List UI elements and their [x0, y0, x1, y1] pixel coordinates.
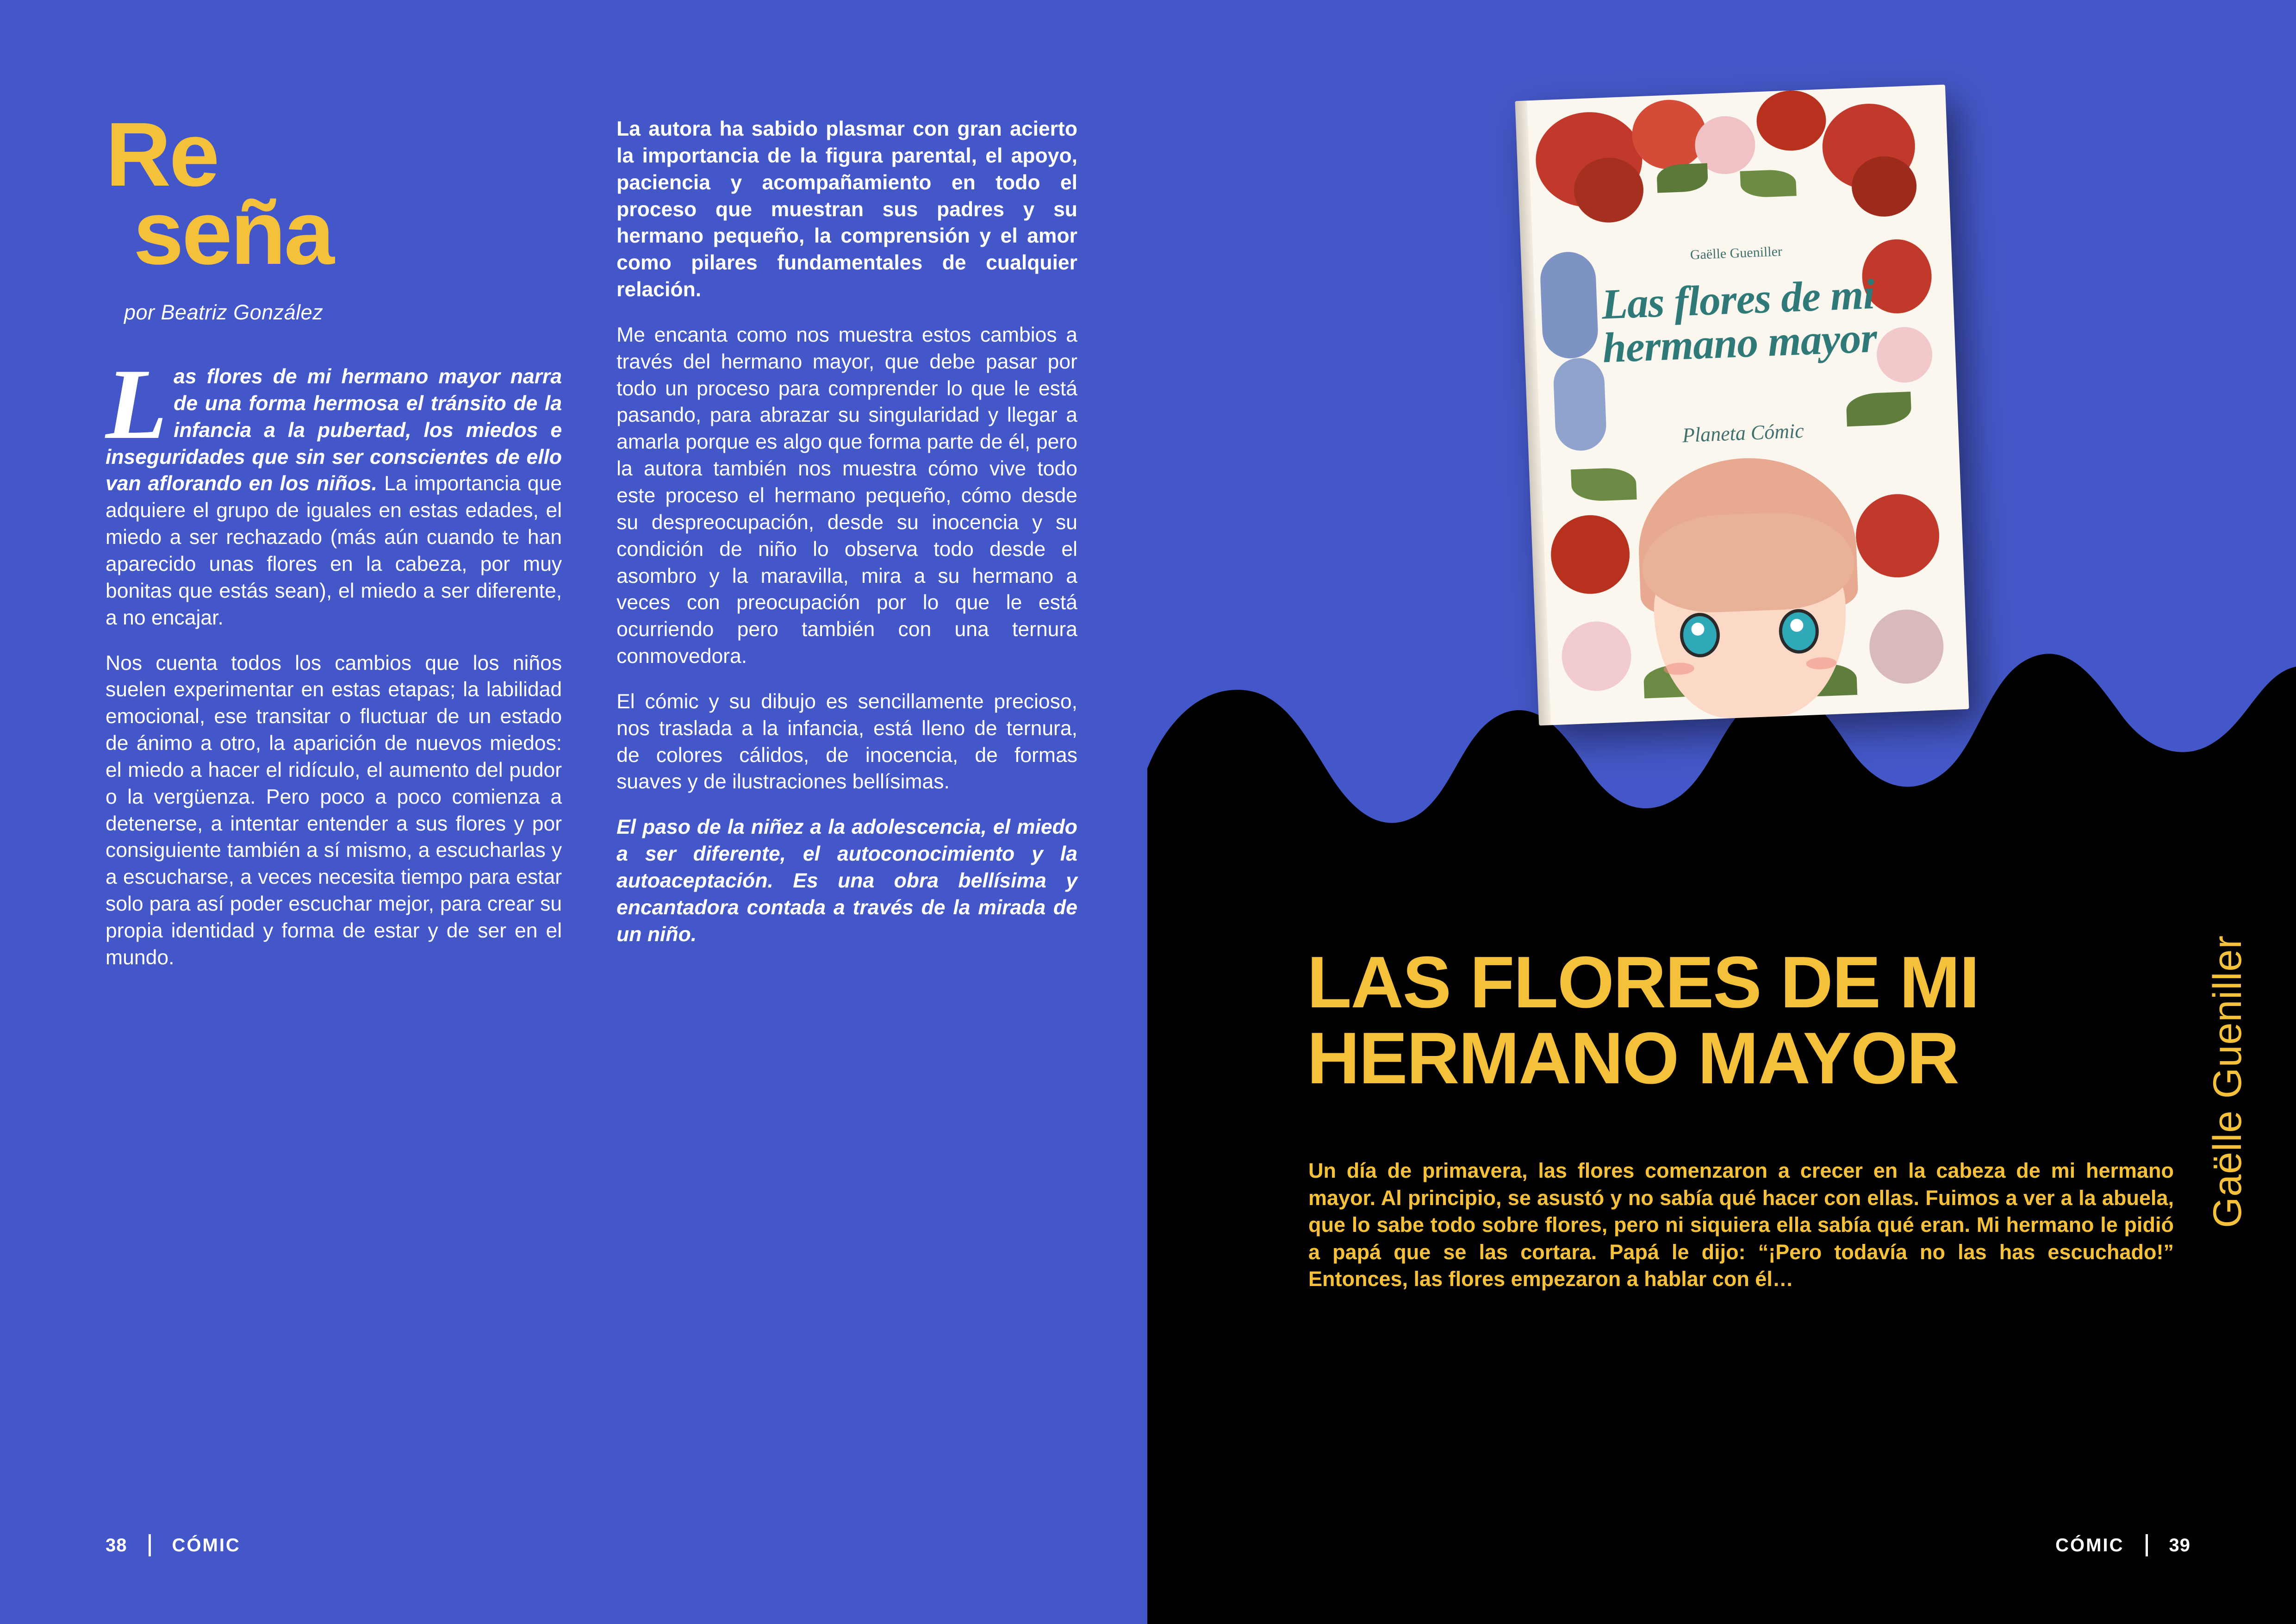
footer-divider	[2146, 1534, 2148, 1556]
footer-divider	[149, 1534, 151, 1556]
flower-icon	[1631, 99, 1708, 171]
paragraph-two: Nos cuenta todos los cambios que los niños suelen experimentar en estas etapas; la labilidad emocional, ese transitar o fluctuar de un estado de ánimo a otro, la aparición de nuevos miedos: el miedo a hacer el ridículo, el aumento del pudor o la vergüenza. Pero poco a poco comienza a detenerse, a intentar entender a sus flores y por consiguiente también a sí mismo, a escucharlas y a escucharse, a veces necesita tiempo para estar solo para así poder escuchar mejor, para crear su propia identidad y forma de estar y de ser en el mundo.	[106, 651, 562, 969]
right-page	[1147, 0, 2296, 1624]
flower-icon	[1755, 89, 1827, 152]
paragraph-four: Me encanta como nos muestra estos cambios a través del hermano mayor, que debe pasar por todo un proceso para comprender lo que le está pasando, para abrazar su singularidad y llegar a amarla porque es algo que forma parte de él, pero la autora también nos muestra cómo vive todo este proceso el hermano pequeño, cómo desde su despreocupación, desde su inocencia y su condición de niño lo observa todo desde el asombro y la maravilla, mira a su hermano a veces con preocupación por lo que le está ocurriendo pero también con una ternura conmovedora.	[616, 323, 1077, 668]
lede-rest: La importancia que adquiere el grupo de iguales en estas edades, el miedo a ser rechazado (más aún cuando te han aparecido unas flores en la cabeza, por muy bonitas que estás sean), el miedo a ser diferente, a no encajar.	[106, 472, 562, 629]
drop-cap: L	[106, 349, 168, 461]
flower-icon	[1868, 608, 1945, 685]
author-name-vertical: Gaëlle Gueniller	[2205, 935, 2250, 1228]
lede-text: as flores de mi hermano mayor narra de una forma hermosa el tránsito de la infancia a la pubertad, los miedos e inseguridades que sin ser conscientes de ello van aflorando en los niños.	[106, 365, 562, 495]
left-page-columns	[106, 104, 1077, 971]
headline-line-2: HERMANO MAYOR	[1307, 1018, 1959, 1099]
book-cover-art	[1515, 85, 1969, 726]
cover-publisher: Planeta Cómic	[1682, 419, 1804, 447]
cover-author-name: Gaëlle Gueniller	[1690, 244, 1783, 263]
page-title-line-1: Re	[106, 104, 218, 205]
synopsis-text: Un día de primavera, las flores comenzaron a crecer en la cabeza de mi hermano mayor. Al principio, se asustó y no sabía qué hacer con ellas. Fuimos a ver a la abuela, que lo sabe todo sobre flores, pero ni siquiera ella sabía qué eran. Mi hermano le pidió a papá que se las cortara. Papá le dijo: “¡Pero todavía no las has escuchado!” Entonces, las flores empezaron a hablar con él…	[1308, 1159, 2174, 1291]
paragraph-three	[616, 116, 1077, 303]
headline-line-1: LAS FLORES DE MI	[1307, 942, 1979, 1023]
cover-character-illustration	[1636, 454, 1863, 722]
paragraph-three-rest: ha sabido plasmar con gran acierto la importancia de la figura parental, el apoyo, paciencia y acompañamiento en todo el proceso que muestran sus padres y su hermano pequeño, la comprensión y el amor como pilares fundamentales de cualquier relación.	[616, 118, 1077, 301]
footer-section-label-right: CÓMIC	[2055, 1535, 2124, 1555]
paragraph-three-lead: La autora	[616, 118, 712, 140]
paragraph-closing: El paso de la niñez a la adolescencia, el miedo a ser diferente, el autoconocimiento y la autoaceptación. Es una obra bellísima y encantadora contada a través de la mirada de un niño.	[616, 816, 1077, 946]
paragraph-lede	[106, 349, 562, 631]
page-number-left: 38	[106, 1535, 127, 1555]
column-two	[616, 116, 1077, 971]
cover-title: Las flores de mi hermano mayor	[1600, 270, 1878, 372]
footer-left	[106, 1534, 241, 1556]
book-cover	[1515, 85, 1969, 726]
page-title	[106, 104, 562, 325]
byline: por Beatriz González	[124, 300, 324, 325]
flower-icon	[1549, 514, 1631, 595]
paragraph-five: El cómic y su dibujo es sencillamente precioso, nos traslada a la infancia, está lleno de ternura, de colores cálidos, de inocencia, de formas suaves y de ilustraciones bellísimas.	[616, 690, 1077, 793]
page-number-right: 39	[2169, 1535, 2190, 1555]
column-one	[106, 104, 562, 971]
feature-headline	[1307, 944, 2186, 1097]
flower-icon	[1854, 493, 1941, 579]
footer-right	[2055, 1534, 2190, 1556]
leaf-icon	[1740, 169, 1797, 198]
leaf-icon	[1571, 467, 1637, 502]
page-title-line-2: seña	[133, 181, 333, 283]
flower-icon	[1561, 620, 1633, 693]
left-page	[0, 0, 1147, 1624]
footer-section-label-left: CÓMIC	[172, 1535, 241, 1555]
